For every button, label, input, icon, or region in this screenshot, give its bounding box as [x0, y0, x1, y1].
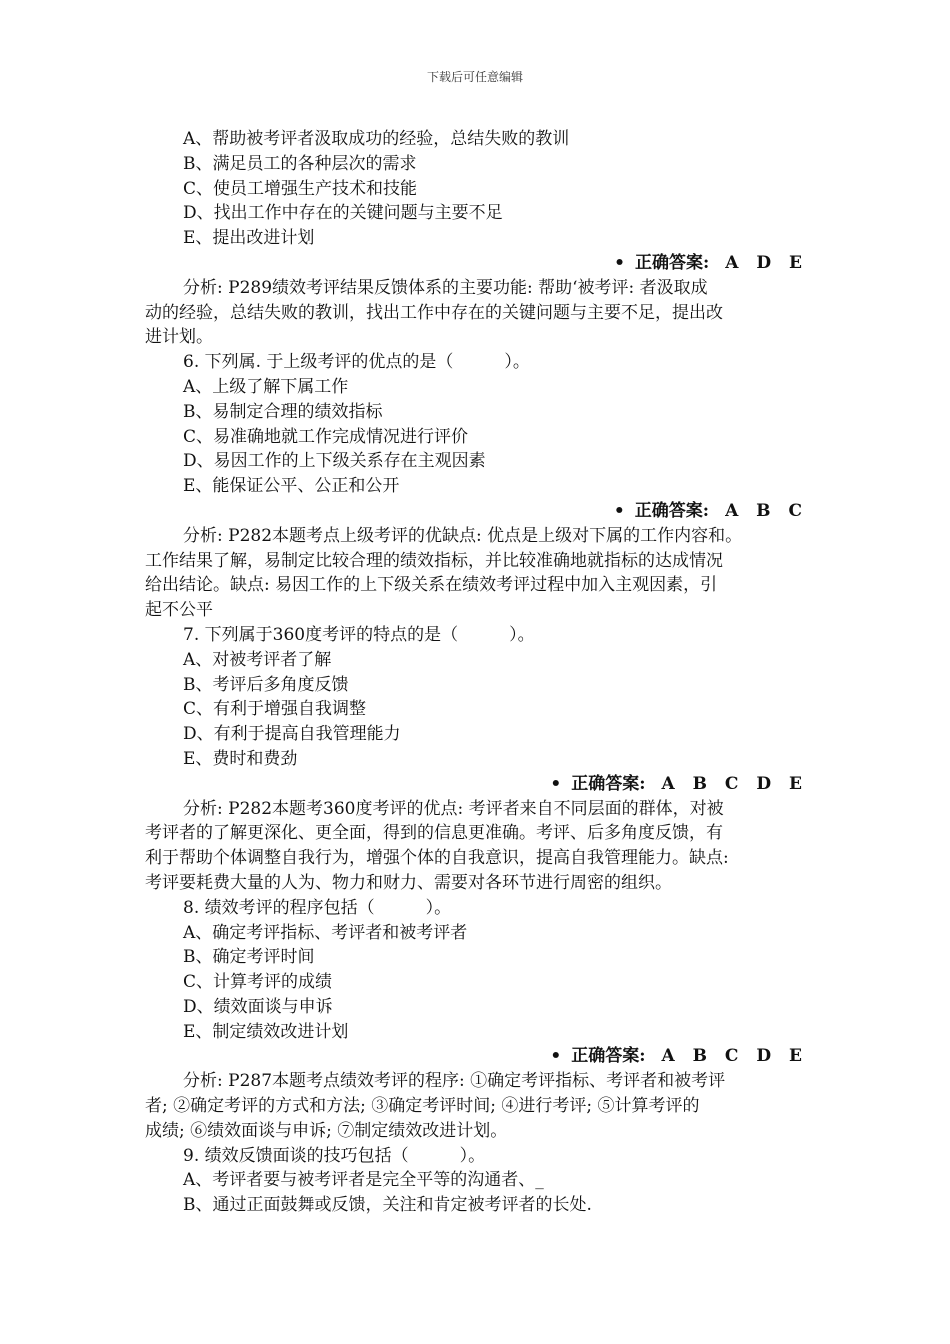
option-line: B、确定考评时间	[183, 947, 315, 968]
answer-value: A B C	[725, 500, 808, 521]
correct-answer	[0, 499, 950, 524]
analysis-line: 动的经验，总结失败的教训，找出工作中存在的关键问题与主要不足，提出改	[145, 302, 723, 323]
answer-value: A D E	[725, 252, 808, 273]
analysis-line: 者; ②确定考评的方式和方法; ③确定考评时间; ④进行考评; ⑤计算考评的	[145, 1096, 700, 1117]
analysis-line: 考评要耗费大量的人为、物力和财力、需要对各环节进行周密的组织。	[145, 872, 672, 893]
analysis-line: 成绩; ⑥绩效面谈与申诉; ⑦制定绩效改进计划。	[145, 1120, 508, 1141]
question-line: 9. 绩效反馈面谈的技巧包括（ ）。	[183, 1145, 486, 1166]
correct-answer	[0, 251, 950, 276]
option-line: E、能保证公平、公正和公开	[183, 476, 400, 497]
bullet-icon: •	[613, 500, 625, 521]
answer-label: 正确答案:	[571, 773, 646, 794]
option-line: A、确定考评指标、考评者和被考评者	[183, 922, 468, 943]
analysis-line: 分析: P289绩效考评结果反馈体系的主要功能: 帮助‘被考评: 者汲取成	[183, 277, 708, 298]
answer-value: A B C D E	[661, 1046, 808, 1067]
option-line: A、帮助被考评者汲取成功的经验，总结失败的教训	[183, 129, 570, 149]
bullet-icon: •	[550, 1046, 562, 1067]
question-line: 7. 下列属于360度考评的特点的是（ ）。	[183, 624, 535, 645]
analysis-line: 分析: P282本题考点上级考评的优缺点: 优点是上级对下属的工作内容和。	[183, 525, 743, 546]
analysis-line: 分析: P282本题考360度考评的优点: 考评者来自不同层面的群体，对被	[183, 798, 724, 819]
option-line: C、使员工增强生产技术和技能	[183, 178, 418, 199]
option-line: D、绩效面谈与申诉	[183, 996, 333, 1017]
option-line: D、有利于提高自我管理能力	[183, 724, 401, 745]
answer-label: 正确答案:	[634, 252, 710, 273]
bullet-icon: •	[550, 773, 562, 794]
question-line: 8. 绩效考评的程序包括（ ）。	[183, 897, 452, 918]
analysis-line: 利于帮助个体调整自我行为，增强个体的自我意识，提高自我管理能力。缺点:	[145, 848, 729, 869]
answer-value: A B C D E	[661, 773, 808, 794]
bullet-icon: •	[614, 252, 625, 273]
question-line: 6. 下列属. 于上级考评的优点的是（ ）。	[183, 352, 530, 373]
analysis-line: 考评者的了解更深化、更全面，得到的信息更准确。考评、后多角度反馈，有	[145, 823, 723, 844]
analysis-line: 工作结果了解，易制定比较合理的绩效指标，并比较准确地就指标的达成情况	[145, 550, 723, 571]
option-line: D、找出工作中存在的关键问题与主要不足	[183, 203, 503, 224]
option-line: B、易制定合理的绩效指标	[183, 401, 383, 422]
analysis-line: 进计划。	[145, 327, 213, 348]
option-line: A、对被考评者了解	[183, 649, 332, 670]
option-line: B、通过正面鼓舞或反馈，关注和肯定被考评者的长处.	[183, 1195, 592, 1216]
option-line: B、考评后多角度反馈	[183, 674, 349, 695]
option-line: A、考评者要与被考评者是完全平等的沟通者、_	[183, 1170, 544, 1191]
page-header: 下载后可任意编辑	[426, 70, 523, 84]
option-line: E、制定绩效改进计划	[183, 1021, 349, 1042]
option-line: C、有利于增强自我调整	[183, 699, 367, 720]
option-line: E、费时和费劲	[183, 748, 298, 769]
option-line: C、易准确地就工作完成情况进行评价	[183, 426, 469, 447]
correct-answer	[0, 1044, 950, 1069]
analysis-line: 分析: P287本题考点绩效考评的程序: ①确定考评指标、考评者和被考评	[183, 1071, 726, 1092]
answer-label: 正确答案:	[571, 1046, 646, 1067]
answer-label: 正确答案:	[634, 500, 710, 521]
option-line: B、满足员工的各种层次的需求	[183, 153, 417, 174]
option-line: A、上级了解下属工作	[183, 376, 349, 397]
analysis-line: 起不公平	[145, 600, 213, 621]
option-line: E、提出改进计划	[183, 228, 315, 249]
option-line: D、易因工作的上下级关系存在主观因素	[183, 451, 486, 472]
correct-answer	[0, 772, 950, 797]
document-body	[0, 127, 950, 1218]
option-line: C、计算考评的成绩	[183, 972, 333, 993]
analysis-line: 给出结论。缺点: 易因工作的上下级关系在绩效考评过程中加入主观因素，引	[145, 575, 718, 596]
